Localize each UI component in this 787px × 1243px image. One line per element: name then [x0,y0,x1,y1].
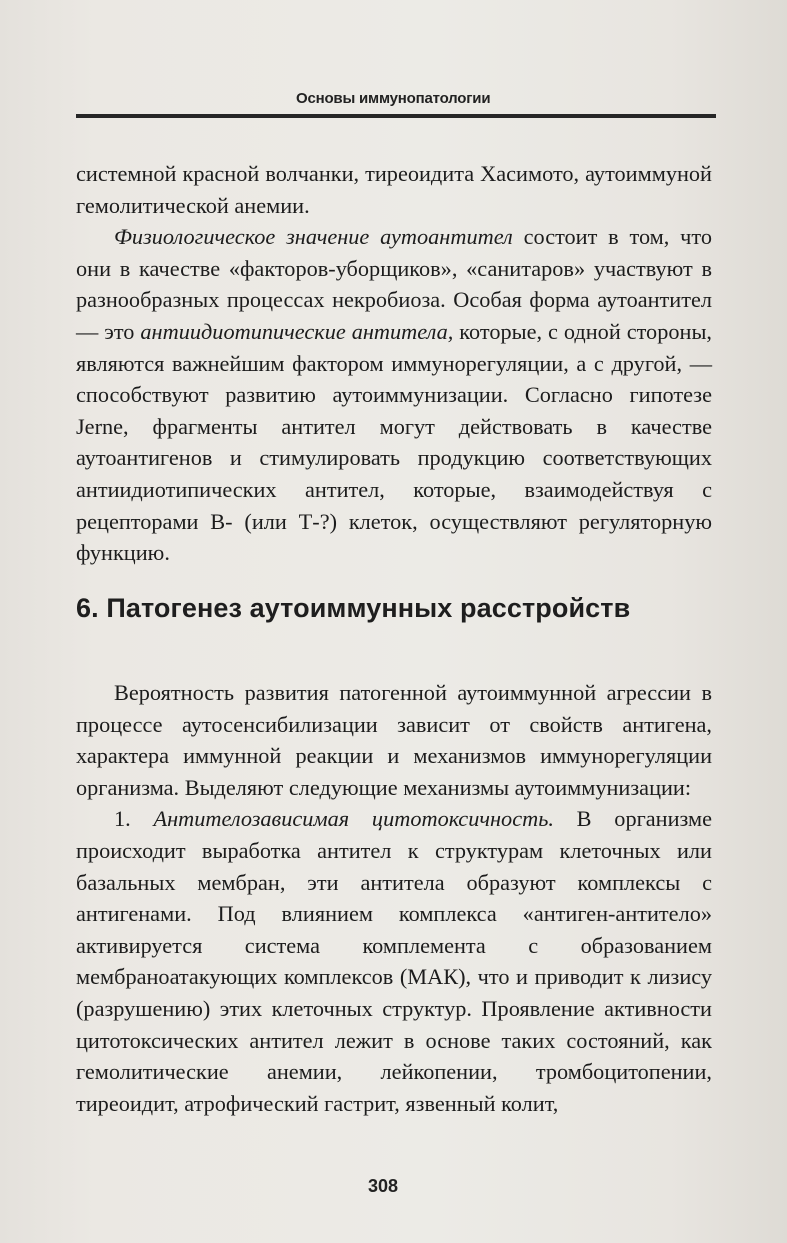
page-number: 308 [368,1176,399,1196]
text-block-bottom [76,677,712,1119]
running-header: Основы иммунопатологии [296,90,491,107]
italic-term-physiological: Физиологическое значение аутоантител [114,224,513,250]
paragraph-continuation: системной красной волчанки, тиреоидита Хасимото, аутоиммуной гемолитической анемии. [76,161,712,218]
paragraph-mechanism-1 [76,803,712,1119]
text-block-top [76,158,712,569]
italic-term-cytotoxicity: Антителозависимая цитотоксичность. [153,806,554,832]
paragraph-text-a: состоит в том, что они в качестве «факторов-уборщиков», «санитаров» участвуют в разнообразных процессах некробиоза. Особая форма аутоантител — это [76,224,712,344]
paragraph-text-b: которые, с одной стороны, являются важнейшим фактором иммунорегуляции, а с другой, — способствуют развитию аутоиммунизации. Согласно гипотезе Jerne, фрагменты антител могут действовать в качестве аутоантигенов и стимулировать продукцию соответствующих антиидиотипических антител, которые, взаимодействуя с рецепторами В- (или Т-?) клеток, осуществляют регуляторную функцию. [76,318,712,566]
paragraph-autoantibodies [76,221,712,569]
italic-term-antiidiotypic: антиидиотипические антитела, [140,318,454,344]
section-heading: 6. Патогенез аутоиммунных расстройств [76,593,631,623]
header-rule [76,114,716,118]
paragraph-probability: Вероятность развития патогенной аутоиммунной агрессии в процессе аутосенсибилизации зависит от свойств антигена, характера иммунной реакции и механизмов иммунорегуляции организма. Выделяют следующие механизмы аутоиммунизации: [76,680,712,800]
list-number: 1. [114,806,154,832]
paragraph-text-mechanism: В организме происходит выработка антител к структурам клеточных или базальных мембран, эти антитела образуют комплексы с антигенами. Под влиянием комплекса «антиген-антитело» активируется система комплемента с образованием мембраноатакующих комплексов (МАК), что и приводит к лизису (разрушению) этих клеточных структур. Проявление активности цитотоксических антител лежит в основе таких состояний, как гемолитические анемии, лейкопении, тромбоцитопении, тиреоидит, атрофический гастрит, язвенный колит, [76,806,713,1116]
